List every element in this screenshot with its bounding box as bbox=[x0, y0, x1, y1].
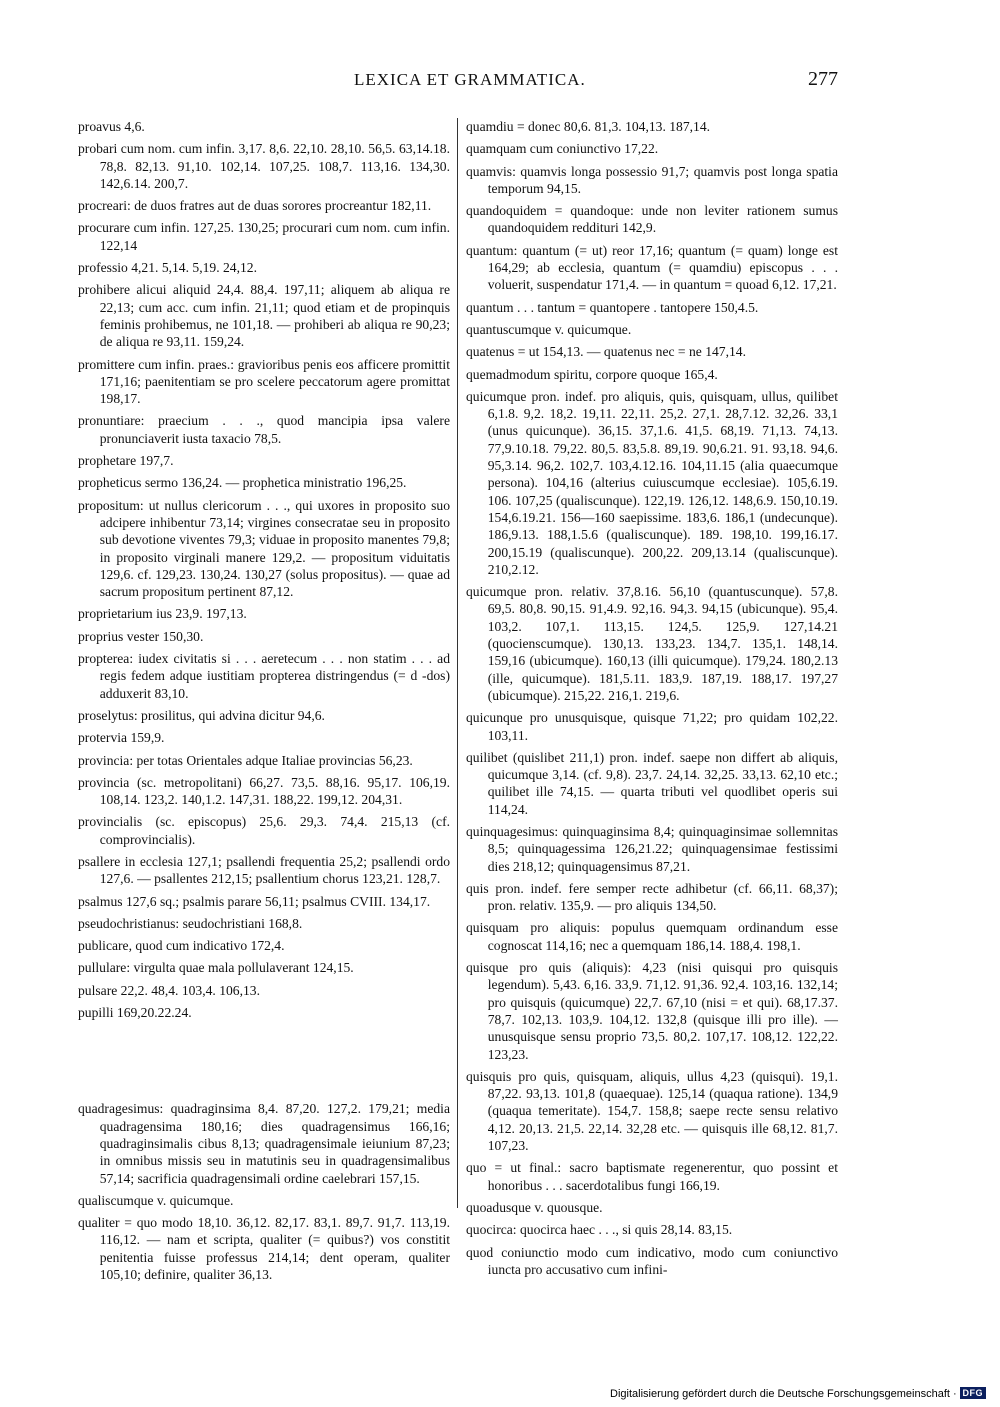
lexicon-entry: propterea: iudex civitatis si . . . aeretecum . . . non statim . . . ad regis fedem adque iustitiam propterea distringendus (= d -dos) adduxerit 83,10. bbox=[78, 651, 450, 701]
lexicon-entry: quantum: quantum (= ut) reor 17,16; quantum (= quam) longe est 164,29; ab ecclesia, quantum (= quamdiu) episcopus . . . voluerit, suspendatur 171,4. — in quantum = quoad 6,12. 17,21. bbox=[466, 242, 838, 293]
lexicon-entry: procreari: de duos fratres aut de duas sorores procreantur 182,11. bbox=[78, 198, 432, 214]
lexicon-entry: quantuscumque v. quicumque. bbox=[466, 321, 632, 337]
lexicon-entry: promittere cum infin. praes.: gravioribus penis eos afficere promittit 171,16; paenitentiam se pro scelere peccatorum agere promittat 198,17. bbox=[78, 356, 450, 407]
lexicon-entry: prophetare 197,7. bbox=[78, 453, 174, 469]
lexicon-entry: provincia (sc. metropolitani) 66,27. 73,5. 88,16. 95,17. 106,19. 108,14. 123,2. 140,1.2. 147,31. 188,22. 199,12. 204,31. bbox=[78, 774, 450, 808]
lexicon-entry: quinquagesimus: quinquaginsima 8,4; quinquaginsimae sollemnitas 8,5; quinquagessima 126,21.22; quinquagensimae festissimi dies 218,12; quinquagensimus 87,21. bbox=[466, 823, 838, 874]
lexicon-entry: pupilli 169,20.22.24. bbox=[78, 1005, 192, 1021]
lexicon-entry: quisquam pro aliquis: populus quemquam ordinandum esse cognoscat 114,16; nec a quemquam 186,14. 188,4. 198,1. bbox=[466, 920, 838, 953]
lexicon-entry: propositum: ut nullus clericorum . . ., qui uxores in proposito suo adcipere inhibentur 73,14; virgines consecratae seu in proposito sub devotione viventes 79,3; viduae in proposito manentes 79,8; in proposito virginali manere 129,2. — propositum viduitatis 129,6. cf. 129,23. 130,24. 130,27 (solus propositus). — quae ad sacrum propositum pertinent 87,12. bbox=[78, 497, 450, 600]
lexicon-entry: pronuntiare: praecium . . ., quod mancipia ipsa valere pronunciaverit iusta taxacio 78,5. bbox=[78, 413, 450, 446]
lexicon-entry: pseudochristianus: seudochristiani 168,8. bbox=[78, 915, 303, 931]
lexicon-entry: quo = ut final.: sacro baptismate regenerentur, quo possint et honoribus . . . sacerdotalibus fungi 166,19. bbox=[466, 1160, 838, 1193]
lexicon-entry: quis pron. indef. fere semper recte adhibetur (cf. 66,11. 68,37); pron. relativ. 135,9. — pro aliquis 134,50. bbox=[466, 880, 838, 914]
running-title: LEXICA ET GRAMMATICA. bbox=[354, 70, 586, 89]
lexicon-entry: publicare, quod cum indicativo 172,4. bbox=[78, 938, 285, 954]
lexicon-entry: probari cum nom. cum infin. 3,17. 8,6. 22,10. 28,10. 56,5. 63,14.18. 78,8. 82,13. 91,10. 102,14. 107,25. 108,7. 113,16. 134,30. 142,6.14. 200,7. bbox=[78, 141, 450, 191]
lexicon-entry: quisque pro quis (aliquis): 4,23 (nisi quisqui pro quisquis legendum). 5,43. 6,16. 33,9. 71,12. 91,36. 92,4. 103,16. 132,14; pro quisquis (quicumque) 22,7. 67,10 (nisi = et qui). 68,17.37. 78,7. 102,13. 103,9. 104,12. 132,8 (quisque illi pro ille). — unusquisque sensu proprio 73,5. 80,2. 107,17. 108,12. 122,22. 123,23. bbox=[466, 960, 838, 1062]
lexicon-entry: proavus 4,6. bbox=[78, 119, 145, 134]
section-gap bbox=[78, 1026, 450, 1100]
lexicon-entry: provincia: per totas Orientales adque Italiae provincias 56,23. bbox=[78, 752, 413, 768]
lexicon-entry: quod coniunctio modo cum indicativo, modo cum coniunctivo iuncta pro accusativo cum infini- bbox=[466, 1244, 838, 1277]
lexicon-entry: proprius vester 150,30. bbox=[78, 628, 204, 644]
lexicon-entry: quicumque pron. relativ. 37,8.16. 56,10 (quantuscunque). 57,8. 69,5. 80,8. 90,15. 91,4.9. 92,16. 94,3. 94,15 (ubicunque). 95,4. 103,2. 107,1. 113,15. 124,5. 125,9. 127,14.21 (quocienscumque). 130,13. 133,23. 134,7. 135,1. 148,14. 159,16 (ubicumque). 160,13 (illi quicumque). 179,24. 180,2.13 (ille, quicumque). 181,5.11. 183,9. 187,19. 188,17. 197,27 (ubicumque). 215,22. 216,1. 219,6. bbox=[466, 584, 838, 703]
lexicon-entry: proprietarium ius 23,9. 197,13. bbox=[78, 606, 247, 622]
lexicon-entry: proselytus: prosilitus, qui advina dicitur 94,6. bbox=[78, 707, 325, 723]
lexicon-entry: quadragesimus: quadraginsima 8,4. 87,20. 127,2. 179,21; media quadragensima 180,16; dies quadragensimus 166,16; quadraginsimalis cibus 8,13; quadragensimale ieiunium 87,23; in omnibus missis seu in matutinis seu in quadragensimalibus 57,14; sacrificia quadragensimali ordine caelebrari 157,15. bbox=[78, 1101, 450, 1186]
lexicon-entry: quoadusque v. quousque. bbox=[466, 1199, 603, 1215]
lexicon-entry: psalmus 127,6 sq.; psalmis parare 56,11; psalmus CVIII. 134,17. bbox=[78, 893, 431, 909]
lexicon-entry: quatenus = ut 154,13. — quatenus nec = ne 147,14. bbox=[466, 344, 746, 360]
lexicon-entry: protervia 159,9. bbox=[78, 730, 165, 746]
lexicon-entry: psallere in ecclesia 127,1; psallendi frequentia 25,2; psallendi ordo 127,6. — psallentes 212,15; psallentium chorus 123,21. 128,7. bbox=[78, 853, 450, 887]
page-header bbox=[78, 70, 838, 96]
digitization-footer bbox=[610, 1387, 990, 1403]
lexicon-entry: quamdiu = donec 80,6. 81,3. 104,13. 187,14. bbox=[466, 119, 711, 134]
lexicon-entry: procurare cum infin. 127,25. 130,25; procurari cum nom. cum infin. 122,14 bbox=[78, 220, 450, 253]
dfg-logo: DFG bbox=[960, 1387, 987, 1399]
column-divider bbox=[457, 118, 458, 1208]
lexicon-entry: quamquam cum coniunctivo 17,22. bbox=[466, 141, 659, 157]
lexicon-entry: quandoquidem = quandoque: unde non leviter rationem sumus quandoquidem reddituri 142,9. bbox=[466, 203, 838, 236]
lexicon-entry: propheticus sermo 136,24. — prophetica ministratio 196,25. bbox=[78, 475, 407, 491]
lexicon-entry: quantum . . . tantum = quantopere . tantopere 150,4.5. bbox=[466, 299, 759, 315]
lexicon-entry: quamvis: quamvis longa possessio 91,7; quamvis post longa spatia temporum 94,15. bbox=[466, 163, 838, 196]
lexicon-entry: pullulare: virgulta quae mala pollulaverant 124,15. bbox=[78, 960, 354, 976]
left-column bbox=[78, 118, 450, 1288]
lexicon-entry: quemadmodum spiritu, corpore quoque 165,4. bbox=[466, 366, 718, 382]
lexicon-entry: quicunque pro unusquisque, quisque 71,22; pro quidam 102,22. 103,11. bbox=[466, 710, 838, 743]
footer-credit: Digitalisierung gefördert durch die Deutsche Forschungsgemeinschaft · bbox=[610, 1388, 957, 1400]
right-column bbox=[466, 118, 838, 1283]
lexicon-entry: provincialis (sc. episcopus) 25,6. 29,3. 74,4. 215,13 (cf. comprovincialis). bbox=[78, 814, 450, 847]
page-number: 277 bbox=[808, 68, 838, 90]
lexicon-entry: prohibere alicui aliquid 24,4. 88,4. 197,11; aliquem ab aliqua re 22,13; cum acc. cum infin. 21,11; quod etiam et de propinquis feminis prohibemus, ne 101,18. — prohiberi ab aliqua re 90,23; de aliqua re 93,11. 159,24. bbox=[78, 282, 450, 350]
lexicon-entry: quisquis pro quis, quisquam, aliquis, ullus 4,23 (quisqui). 19,1. 87,22. 93,13. 101,8 (quaequae). 125,14 (quaqua ratione). 134,9 (quaqua temeritate). 154,7. 158,8; saepe recte sensu relativo 4,12. 20,13. 21,5. 22,14. 32,28 etc. — quisquis ille 68,12. 81,7. 107,23. bbox=[466, 1068, 838, 1154]
lexicon-entry: professio 4,21. 5,14. 5,19. 24,12. bbox=[78, 260, 257, 276]
lexicon-entry: quicumque pron. indef. pro aliquis, quis, quisquam, ullus, quilibet 6,1.8. 9,2. 18,2. 19,11. 22,11. 25,2. 27,1. 28,7.12. 32,26. 33,1 (unus quicunque). 36,15. 37,1.6. 41,5. 68,19. 71,13. 74,13. 77,9.10.18. 79,22. 80,5. 83,5.8. 89,19. 90,6.21. 91. 93,18. 94,6. 95,3.14. 96,2. 102,7. 103,4.12.16. 104,11.15 (alia quaecumque persona). 104,16 (alterius cuiuscumque ecclesiae). 105,6.19. 106. 107,25 (qualiscunque). 122,19. 126,12. 148,6.9. 150,10.19. 154,6.19.21. 156—160 saepissime. 183,6. 186,1 (undecunque). 186,9.13. 188,1.5.6 (qualiscunque). 189. 198,10. 199,16.17. 200,15.19 (qualiscunque). 200,22. 209,13.14 (qualiscunque). 210,2.12. bbox=[466, 388, 838, 577]
lexicon-entry: quilibet (quislibet 211,1) pron. indef. saepe non differt ab aliquis, quicumque 3,14. (cf. 9,8). 23,7. 24,14. 32,25. 33,13. 62,10 etc.; quilibet ille 74,15. — quarta tributi vel quodlibet operis sui 114,24. bbox=[466, 749, 838, 817]
lexicon-entry: qualiscumque v. quicumque. bbox=[78, 1192, 234, 1208]
lexicon-entry: qualiter = quo modo 18,10. 36,12. 82,17. 83,1. 89,7. 91,7. 113,19. 116,12. — nam et scripta, qualiter (= quibus?) vos constitit penitentia fuisse professus 214,14; dent operam, qualiter 105,10; definire, qualiter 36,13. bbox=[78, 1215, 450, 1283]
lexicon-entry: quocirca: quocirca haec . . ., si quis 28,14. 83,15. bbox=[466, 1222, 733, 1238]
lexicon-entry: pulsare 22,2. 48,4. 103,4. 106,13. bbox=[78, 982, 260, 998]
